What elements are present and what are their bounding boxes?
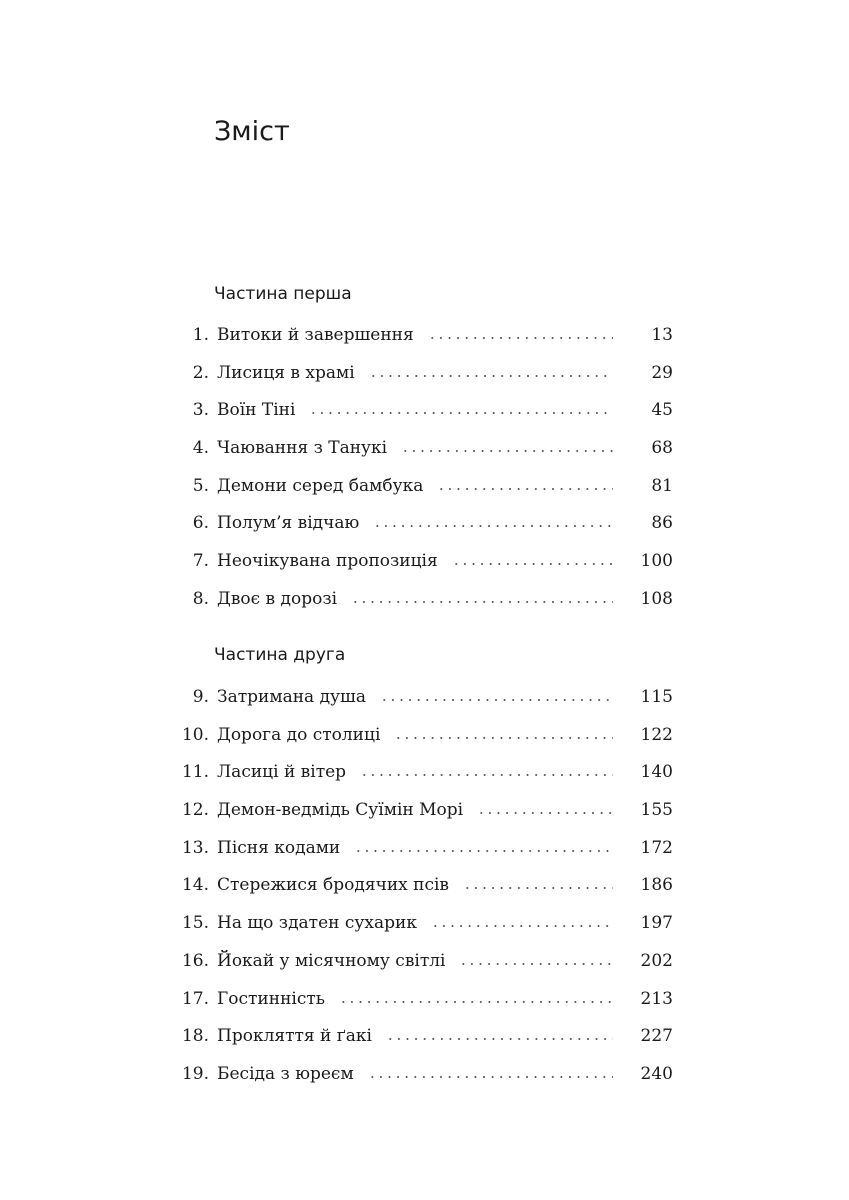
dot-leader bbox=[373, 525, 613, 527]
chapter-number: 7. bbox=[192, 551, 209, 572]
chapter-number: 14. bbox=[181, 875, 209, 896]
chapter-entry bbox=[217, 473, 613, 499]
dot-leader bbox=[477, 812, 613, 814]
chapter-title: Неочікувана пропозиція bbox=[217, 551, 438, 572]
chapter-title: Пісня кодами bbox=[217, 837, 341, 858]
chapter-title: Стережися бродячих псів bbox=[217, 875, 449, 896]
chapter-number: 2. bbox=[192, 362, 209, 383]
chapter-number: 11. bbox=[181, 762, 209, 783]
toc-entry[interactable] bbox=[0, 1023, 849, 1061]
chapter-title: Витоки й завершення bbox=[217, 325, 414, 345]
dot-leader bbox=[437, 488, 613, 490]
chapter-title: Дорога до столиці bbox=[217, 724, 381, 745]
dot-leader bbox=[380, 699, 613, 701]
chapter-entry bbox=[217, 835, 613, 861]
chapter-entry bbox=[217, 435, 613, 461]
dot-leader bbox=[459, 963, 613, 965]
chapter-entry bbox=[217, 948, 613, 974]
chapter-title: На що здатен сухарик bbox=[217, 913, 417, 934]
toc-list-part-2 bbox=[0, 684, 849, 1099]
chapter-title: Чаювання з Танукі bbox=[217, 438, 388, 459]
chapter-entry bbox=[217, 1023, 613, 1049]
chapter-entry bbox=[217, 1061, 613, 1087]
toc-entry[interactable] bbox=[0, 797, 849, 835]
chapter-number: 4. bbox=[192, 438, 209, 459]
dot-leader bbox=[309, 412, 613, 414]
page-number: 197 bbox=[640, 913, 673, 934]
dot-leader bbox=[401, 450, 613, 452]
dot-leader bbox=[394, 737, 613, 739]
chapter-entry bbox=[217, 872, 613, 898]
chapter-number: 15. bbox=[181, 913, 209, 934]
chapter-number: 19. bbox=[181, 1063, 209, 1084]
chapter-number: 9. bbox=[192, 687, 209, 707]
dot-leader bbox=[360, 774, 613, 776]
toc-entry[interactable] bbox=[0, 322, 849, 360]
chapter-entry bbox=[217, 360, 613, 386]
dot-leader bbox=[369, 375, 613, 377]
chapter-entry bbox=[217, 322, 613, 348]
toc-entry[interactable] bbox=[0, 835, 849, 873]
page-number: 186 bbox=[640, 875, 673, 896]
page-number: 115 bbox=[640, 687, 673, 707]
toc-entry[interactable] bbox=[0, 548, 849, 586]
page-number: 202 bbox=[640, 950, 673, 971]
toc-entry[interactable] bbox=[0, 586, 849, 624]
page-number: 100 bbox=[640, 551, 673, 572]
dot-leader bbox=[452, 563, 613, 565]
chapter-title: Демони серед бамбука bbox=[217, 475, 424, 496]
chapter-entry bbox=[217, 586, 613, 612]
chapter-number: 10. bbox=[181, 724, 209, 745]
chapter-number: 1. bbox=[192, 325, 209, 345]
page-number: 240 bbox=[640, 1063, 673, 1084]
toc-entry[interactable] bbox=[0, 759, 849, 797]
chapter-entry bbox=[217, 548, 613, 574]
toc-entry[interactable] bbox=[0, 1061, 849, 1099]
toc-list-part-1 bbox=[0, 322, 849, 624]
chapter-title: Йокай у місячному світлі bbox=[217, 950, 446, 971]
dot-leader bbox=[368, 1076, 613, 1078]
chapter-entry bbox=[217, 510, 613, 536]
page-number: 155 bbox=[640, 800, 673, 821]
chapter-title: Затримана душа bbox=[217, 687, 366, 707]
toc-entry[interactable] bbox=[0, 684, 849, 722]
chapter-entry bbox=[217, 722, 613, 748]
page-number: 213 bbox=[640, 988, 673, 1009]
dot-leader bbox=[386, 1038, 613, 1040]
dot-leader bbox=[351, 601, 613, 603]
chapter-number: 13. bbox=[181, 837, 209, 858]
chapter-entry bbox=[217, 910, 613, 936]
chapter-entry bbox=[217, 797, 613, 823]
chapter-number: 17. bbox=[181, 988, 209, 1009]
page-number: 86 bbox=[651, 513, 673, 534]
chapter-title: Ласиці й вітер bbox=[217, 762, 347, 783]
chapter-title: Бесіда з юреєм bbox=[217, 1063, 354, 1084]
page-number: 122 bbox=[640, 724, 673, 745]
toc-entry[interactable] bbox=[0, 473, 849, 511]
dot-leader bbox=[463, 887, 613, 889]
chapter-number: 12. bbox=[181, 800, 209, 821]
part-heading-1: Частина перша bbox=[214, 284, 352, 304]
toc-entry[interactable] bbox=[0, 910, 849, 948]
page-title: Зміст bbox=[214, 116, 290, 147]
chapter-entry bbox=[217, 684, 613, 710]
toc-entry[interactable] bbox=[0, 948, 849, 986]
chapter-title: Воїн Тіні bbox=[217, 400, 296, 421]
chapter-title: Лисиця в храмі bbox=[217, 362, 355, 383]
chapter-number: 3. bbox=[192, 400, 209, 421]
toc-entry[interactable] bbox=[0, 510, 849, 548]
toc-entry[interactable] bbox=[0, 397, 849, 435]
page-number: 68 bbox=[651, 438, 673, 459]
dot-leader bbox=[339, 1001, 613, 1003]
page-number: 172 bbox=[640, 837, 673, 858]
chapter-title: Демон-ведмідь Суїмін Морі bbox=[217, 800, 464, 821]
toc-entry[interactable] bbox=[0, 360, 849, 398]
toc-entry[interactable] bbox=[0, 435, 849, 473]
chapter-number: 6. bbox=[192, 513, 209, 534]
chapter-title: Полум’я відчаю bbox=[217, 513, 360, 534]
page-number: 108 bbox=[640, 588, 673, 609]
page-number: 45 bbox=[651, 400, 673, 421]
chapter-number: 8. bbox=[192, 588, 209, 609]
chapter-number: 18. bbox=[181, 1026, 209, 1047]
chapter-title: Гостинність bbox=[217, 988, 326, 1009]
chapter-title: Прокляття й ґакі bbox=[217, 1026, 372, 1047]
toc-entry[interactable] bbox=[0, 872, 849, 910]
dot-leader bbox=[354, 850, 613, 852]
toc-entry[interactable] bbox=[0, 986, 849, 1024]
chapter-entry bbox=[217, 986, 613, 1012]
page-number: 29 bbox=[651, 362, 673, 383]
dot-leader bbox=[428, 337, 613, 339]
chapter-title: Двоє в дорозі bbox=[217, 588, 338, 609]
page-number: 13 bbox=[651, 325, 673, 345]
chapter-number: 16. bbox=[181, 950, 209, 971]
chapter-entry bbox=[217, 397, 613, 423]
toc-entry[interactable] bbox=[0, 722, 849, 760]
page-number: 140 bbox=[640, 762, 673, 783]
dot-leader bbox=[431, 925, 613, 927]
page-number: 81 bbox=[651, 475, 673, 496]
chapter-entry bbox=[217, 759, 613, 785]
page-number: 227 bbox=[640, 1026, 673, 1047]
part-heading-2: Частина друга bbox=[214, 645, 346, 665]
chapter-number: 5. bbox=[192, 475, 209, 496]
